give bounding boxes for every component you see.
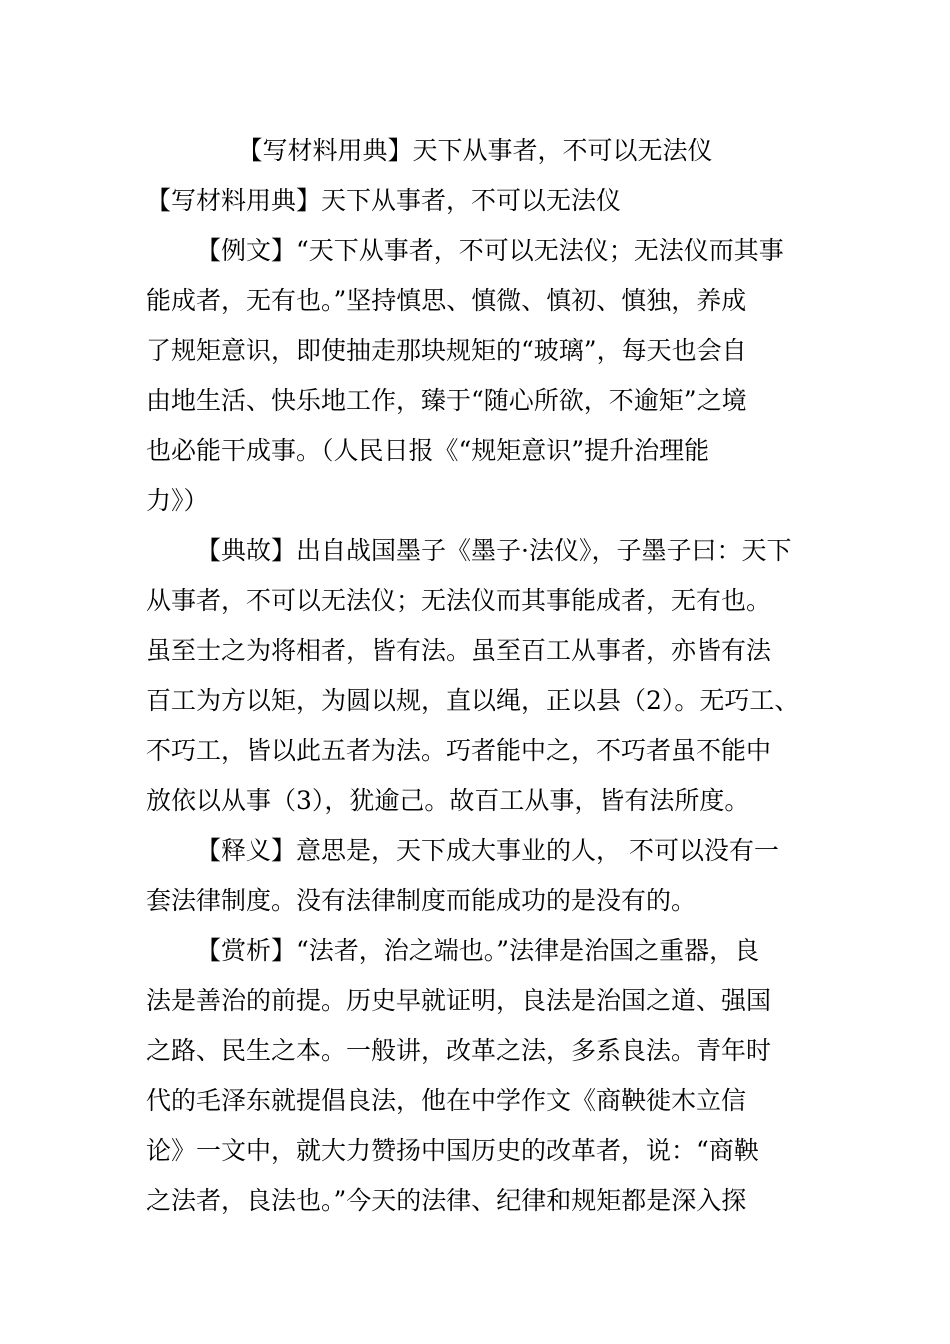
example-line: 能成者，无有也。”坚持慎思、慎微、慎初、慎独，养成 (146, 286, 747, 315)
meaning-line: 套法律制度。没有法律制度而能成功的是没有的。 (146, 886, 697, 915)
allusion-line: 从事者，不可以无法仪；无法仪而其事能成者，无有也。 (146, 586, 772, 615)
allusion-line: 【典故】出自战国墨子《墨子·法仪》，子墨子曰：天下 (196, 536, 792, 565)
allusion-line: 放依以从事（3），犹逾己。故百工从事，皆有法所度。 (146, 786, 750, 815)
appreciation-line: 法是善治的前提。历史早就证明，良法是治国之道、强国 (146, 986, 772, 1015)
document-title: 【写材料用典】天下从事者，不可以无法仪 (237, 136, 713, 165)
allusion-line: 不巧工，皆以此五者为法。巧者能中之，不巧者虽不能中 (146, 736, 772, 765)
document-subtitle: 【写材料用典】天下从事者，不可以无法仪 (146, 186, 622, 215)
example-line: 力》） (146, 486, 209, 515)
appreciation-line: 代的毛泽东就提倡良法，他在中学作文《商鞅徙木立信 (146, 1086, 747, 1115)
meaning-line: 【释义】意思是，天下成大事业的人， 不可以没有一 (196, 836, 779, 865)
allusion-line: 百工为方以矩，为圆以规，直以绳，正以县（2）。无巧工、 (146, 686, 800, 715)
appreciation-line: 之法者，良法也。”今天的法律、纪律和规矩都是深入探 (146, 1186, 747, 1215)
example-line: 了规矩意识，即使抽走那块规矩的“玻璃”，每天也会自 (146, 336, 747, 365)
appreciation-line: 论》一文中，就大力赞扬中国历史的改革者，说：“商鞅 (146, 1136, 759, 1165)
appreciation-line: 之路、民生之本。一般讲，改革之法，多系良法。青年时 (146, 1036, 772, 1065)
example-line: 也必能干成事。（人民日报《“规矩意识”提升治理能 (146, 436, 710, 465)
allusion-line: 虽至士之为将相者，皆有法。虽至百工从事者，亦皆有法 (146, 636, 772, 665)
example-line: 【例文】“天下从事者，不可以无法仪；无法仪而其事 (196, 236, 784, 265)
example-line: 由地生活、快乐地工作，臻于“随心所欲，不逾矩”之境 (146, 386, 747, 415)
appreciation-line: 【赏析】“法者，治之端也。”法律是治国之重器，良 (196, 936, 760, 965)
